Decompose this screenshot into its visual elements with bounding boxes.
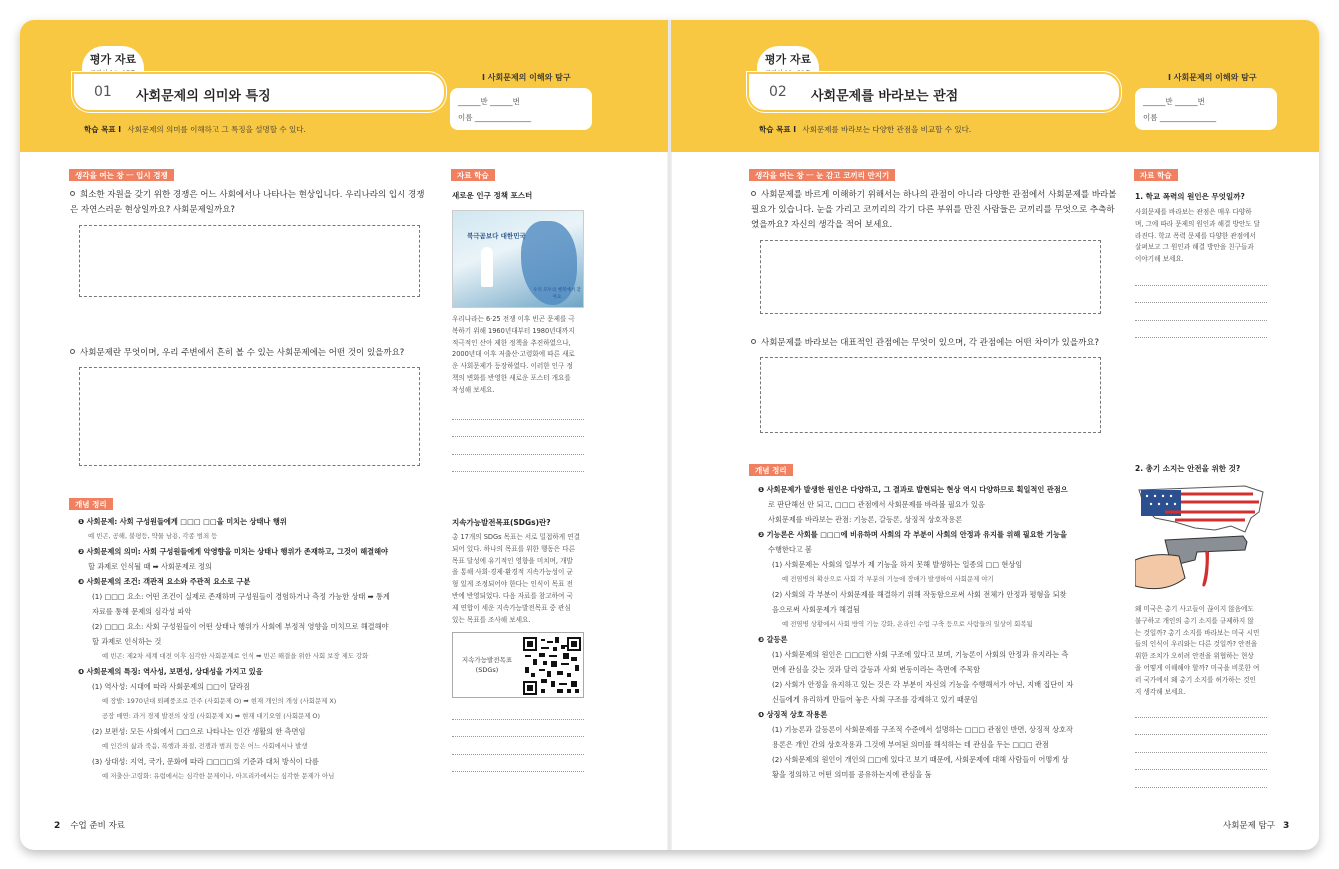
- side-text-line: 작성해 보세요.: [452, 385, 495, 394]
- qr-label: 지속가능발전목표 (SDGs): [461, 656, 513, 674]
- side-title-1: 새로운 인구 정책 포스터: [452, 191, 533, 200]
- left-header: [20, 20, 668, 152]
- side-text-line: 제 연합이 세운 지속가능발전목표 중 관심: [452, 603, 571, 612]
- left-page: [20, 20, 668, 850]
- side-text-line: 지 생각해 보세요.: [1135, 687, 1186, 696]
- side-text-1: [1135, 207, 1271, 266]
- concept-line: (1) 기능론과 갈등론이 사회문제를 구조적 수준에서 설명하는 □□□ 관점인 반면, 상징적 상호작: [772, 725, 1073, 734]
- concept-list: [78, 514, 438, 784]
- learning-goal: [759, 124, 971, 135]
- bullet-icon: [751, 339, 756, 344]
- concept-line: (1) 사회문제의 원인은 □□□한 사회 구조에 있다고 보며, 기능론이 사회의 안정과 유지라는 측: [772, 650, 1069, 659]
- concept-line: (2) □□□ 요소: 사회 구성원들이 어떤 상태나 행위가 사회에 부정적 영향을 미치므로 해결해야: [92, 622, 389, 631]
- right-footer: [1223, 819, 1289, 831]
- bullet-icon: [70, 349, 75, 354]
- eval-label: 평가 자료: [764, 53, 812, 66]
- concept-list: [758, 482, 1128, 782]
- side-text-line: 적극적인 산아 제한 정책을 추진하였으나,: [452, 338, 571, 347]
- bullet-icon: [751, 191, 756, 196]
- concept-line: 로 판단해선 안 되고, □□□ 관점에서 사회문제를 바라볼 필요가 있음: [768, 500, 985, 509]
- lesson-number: 01: [94, 84, 112, 100]
- concept-line: 황을 정의하고 어떤 의미를 공유하는지에 관심을 둠: [772, 770, 932, 779]
- concept-line: 할 과제로 인식하는 것: [92, 637, 162, 646]
- side-text-line: 을 어떻게 이해해야 할까? 미국을 비롯한 여: [1135, 663, 1260, 672]
- question-2: [70, 346, 430, 361]
- concept-line: 사회문제를 바라보는 관점: 기능론, 갈등론, 상징적 상호작용론: [768, 515, 963, 524]
- concept-line: 공장 매연: 과거 경제 발전의 상징 (사회문제 X) ➡ 현재 대기오염 (사회문제 O): [102, 712, 320, 720]
- side-tag: 자료 학습: [451, 169, 495, 181]
- unit-tag: Ⅰ 사회문제의 이해와 탐구: [1168, 73, 1257, 82]
- side-text-1: [452, 314, 587, 397]
- concept-line: 면에 관심을 갖는 것과 달리 갈등과 사회 변동이라는 측면에 주목함: [772, 665, 981, 674]
- goal-label: 학습 목표 Ⅰ: [84, 125, 121, 134]
- goal-label: 학습 목표 Ⅰ: [759, 125, 796, 134]
- concept-line: ❸ 사회문제의 조건: 객관적 요소와 주관적 요소로 구분: [78, 577, 251, 586]
- side-text-2: [1135, 604, 1271, 698]
- student-info-box: [1135, 88, 1277, 130]
- name-line: 이름 _______________: [1143, 113, 1217, 122]
- side-text-line: 는 것일까? 총기 소지를 바라보는 미국 시민: [1135, 628, 1260, 637]
- side-text-line: 며, 그에 따라 문제의 원인과 해결 방안도 달: [1135, 219, 1261, 228]
- concept-line: 예 인간의 삶과 죽음, 폭행과 좌절, 전쟁과 범죄 등은 어느 사회에서나 발생: [102, 742, 308, 750]
- side-text-line: 들의 인식이 우리와는 다른 것일까? 안전을: [1135, 640, 1258, 649]
- concept-line: (2) 보편성: 모든 사회에서 □□으로 나타나는 인간 생활의 한 측면임: [92, 727, 306, 736]
- side-text-line: 2000년대 이후 저출산·고령화에 따른 새로: [452, 350, 575, 359]
- right-header: [671, 20, 1319, 152]
- side-text-line: 있는 목표를 조사해 보세요.: [452, 615, 531, 624]
- side-text-line: 반에 반영되었다. 다음 자료를 참고하여 국: [452, 591, 573, 600]
- concept-line: 예 저출산·고령화: 유럽에서는 심각한 문제이나, 아프리카에서는 심각한 문제가 아님: [102, 772, 335, 780]
- poster-title: 북극곰보다 대한민국: [467, 232, 526, 240]
- goal-text: 사회문제를 바라보는 다양한 관점을 비교할 수 있다.: [802, 125, 972, 134]
- side-text-line: 되어 있다. 하나의 목표를 위한 행동은 다른: [452, 544, 575, 553]
- left-footer: [54, 819, 125, 831]
- concept-line: ❹ 상징적 상호 작용론: [758, 710, 828, 719]
- qr-box: [452, 632, 584, 698]
- unit-tag: Ⅰ 사회문제의 이해와 탐구: [482, 73, 571, 82]
- lesson-title-box: [747, 72, 1121, 112]
- concept-line: ❷ 기능론은 사회를 □□□에 비유하며 사회의 각 부분이 사회의 안정과 유지를 위해 필요한 기능을: [758, 530, 1067, 539]
- concept-line: 예 전염병 상황에서 사회 방역 기능 강화, 온라인 수업 구축 등으로 사람들의 일상이 회복됨: [782, 620, 1033, 628]
- footer-text: 사회문제 탐구: [1223, 821, 1275, 831]
- concept-line: 예 장발: 1970년대 퇴폐풍조로 간주 (사회문제 O) ➡ 현재 개인의 개성 (사회문제 X): [102, 697, 337, 705]
- answer-box-2[interactable]: [760, 357, 1101, 433]
- side-text-line: 사회문제를 바라보는 관점은 매우 다양하: [1135, 208, 1252, 216]
- section-tag-open: 생각을 여는 창 ㅡ 눈 감고 코끼리 만지기: [749, 169, 895, 181]
- poster-bottom-text: 우리 모두의 행복에서 찾아요: [533, 288, 581, 300]
- concept-line: 예 빈곤, 공해, 불평등, 약물 남용, 각종 범죄 등: [88, 532, 218, 540]
- eval-label: 평가 자료: [89, 53, 137, 66]
- side-title-2: 2. 총기 소지는 안전을 위한 것?: [1135, 464, 1241, 473]
- child-figure-icon: [481, 247, 493, 287]
- section-tag-concept: 개념 정리: [69, 498, 113, 510]
- concept-line: (1) 역사성: 시대에 따라 사회문제의 □□이 달라짐: [92, 682, 250, 691]
- concept-line: (3) 상대성: 지역, 국가, 문화에 따라 □□□□의 기준과 대처 방식이 다름: [92, 757, 319, 766]
- page-number: 3: [1282, 821, 1290, 831]
- section-tag-concept: 개념 정리: [749, 464, 793, 476]
- right-page: [671, 20, 1319, 850]
- concept-line: (1) □□□ 요소: 어떤 조건이 실제로 존재하며 구성원들이 경험하거나 측정 가능한 상태 ➡ 통계: [92, 592, 390, 601]
- concept-line: (2) 사회의 각 부분이 사회문제를 해결하기 위해 작동함으로써 사회 전체가 안정과 평형을 되찾: [772, 590, 1067, 599]
- side-text-line: 이야기해 보세요.: [1135, 255, 1184, 264]
- concept-line: 할 과제로 인식될 때 ➡ 사회문제로 정의: [88, 562, 212, 571]
- concept-line: (1) 사회문제는 사회의 일부가 제 기능을 하지 못해 발생하는 일종의 □□ 현상임: [772, 560, 1023, 569]
- gun-illustration-icon: [1135, 482, 1267, 594]
- concept-line: ❹ 사회문제의 특징: 역사성, 보편성, 상대성을 가지고 있음: [78, 667, 263, 676]
- lesson-title-box: [72, 72, 446, 112]
- side-text-line: 위한 조치가 오히려 안전을 위협하는 현상: [1135, 652, 1254, 661]
- concept-line: (2) 사회가 안정을 유지하고 있는 것은 각 부분이 자신의 기능을 수행해서가 아닌, 지배 집단이 자: [772, 680, 1074, 689]
- writing-lines-2[interactable]: [1135, 700, 1267, 788]
- concept-line: ❶ 사회문제가 발생한 원인은 다양하고, 그 결과로 발현되는 현상 역시 다양하므로 획일적인 관점으: [758, 485, 1068, 494]
- textbook-spread: [20, 20, 1319, 850]
- learning-goal: [84, 124, 306, 135]
- concept-line: ❸ 갈등론: [758, 635, 788, 644]
- side-text-line: 왜 미국은 총기 사고들이 끊이지 않음에도: [1135, 605, 1254, 613]
- goal-text: 사회문제의 의미를 이해하고 그 특징을 설명할 수 있다.: [127, 125, 306, 134]
- concept-line: 신들에게 유리하게 만들어 놓은 사회 구조를 강제하고 있기 때문임: [772, 695, 978, 704]
- side-text-line: 우리나라는 6·25 전쟁 이후 빈곤 문제를 극: [452, 315, 575, 323]
- question-1: [751, 188, 1121, 233]
- answer-box-2[interactable]: [79, 367, 420, 466]
- side-text-line: 총 17개의 SDGs 목표는 서로 밀접하게 연결: [452, 533, 580, 541]
- footer-text: 수업 준비 자료: [70, 821, 125, 831]
- concept-line: (2) 사회문제의 원인이 개인의 □□에 있다고 보기 때문에, 사회문제에 대해 사람들이 어떻게 상: [772, 755, 1069, 764]
- student-info-box: [450, 88, 592, 130]
- qr-code-icon[interactable]: [523, 637, 581, 695]
- side-text-2: [452, 532, 587, 626]
- page-number: 2: [54, 821, 61, 831]
- side-text-line: 불구하고 개인의 총기 소지를 규제하지 않: [1135, 616, 1254, 625]
- side-text-line: 목표 달성에 유기적인 영향을 미치며, 개발: [452, 556, 573, 565]
- writing-lines-2[interactable]: [452, 702, 584, 772]
- question-2-text: 사회문제란 무엇이며, 우리 주변에서 흔히 볼 수 있는 사회문제에는 어떤 것이 있을까요?: [80, 348, 405, 358]
- concept-line: 용론은 개인 간의 상호작용과 그것에 부여된 의미를 해석하는 데 관심을 두는 □□□ 관점: [772, 740, 1049, 749]
- section-tag-open: 생각을 여는 창 ㅡ 입시 경쟁: [69, 169, 174, 181]
- class-number-line: ______반 ______번: [458, 97, 520, 106]
- question-1-text: 희소한 자원을 갖기 위한 경쟁은 어느 사회에서나 나타나는 현상입니다. 우리나라의 입시 경쟁은 자연스러운 현상일까요? 사회문제일까요?: [70, 190, 425, 215]
- writing-lines-1[interactable]: [1135, 268, 1267, 338]
- name-line: 이름 _______________: [458, 113, 532, 122]
- side-text-line: 러 국가에서 왜 총기 소지를 허가하는 것인: [1135, 675, 1256, 684]
- concept-line: 예 전염병의 확산으로 사회 각 부분의 기능에 장애가 발생하여 사회문제 야기: [782, 575, 994, 583]
- bullet-icon: [70, 191, 75, 196]
- answer-box-1[interactable]: [760, 240, 1101, 314]
- population-poster: [452, 210, 584, 308]
- side-text-line: 을 통해 사회·경제·환경적 지속가능성이 균: [452, 568, 573, 577]
- side-text-line: 책의 변화를 반영한 새로운 포스터 개요를: [452, 373, 571, 382]
- question-2: [751, 336, 1121, 351]
- side-text-line: 라진다. 학교 폭력 문제를 다양한 관점에서: [1135, 231, 1256, 240]
- lesson-number: 02: [769, 84, 787, 100]
- concept-line: 자료를 통해 문제의 심각성 파악: [92, 607, 192, 616]
- writing-lines-1[interactable]: [452, 402, 584, 472]
- concept-line: 음으로써 사회문제가 해결됨: [772, 605, 860, 614]
- lesson-title: 사회문제를 바라보는 관점: [811, 89, 959, 104]
- side-title-2: 지속가능발전목표(SDGs)란?: [452, 518, 551, 527]
- concept-line: 수행한다고 봄: [768, 545, 812, 554]
- lesson-title: 사회문제의 의미와 특징: [136, 89, 271, 104]
- class-number-line: ______반 ______번: [1143, 97, 1205, 106]
- side-text-line: 살펴보고 그 원인과 해결 방안을 친구들과: [1135, 243, 1254, 252]
- question-2-text: 사회문제를 바라보는 대표적인 관점에는 무엇이 있으며, 각 관점에는 어떤 차이가 있을까요?: [761, 338, 1100, 348]
- concept-line: 예 빈곤: 제2차 세계 대전 이후 심각한 사회문제로 인식 ➡ 빈곤 해결을 위한 사회 보장 제도 강화: [102, 652, 369, 660]
- concept-line: ❶ 사회문제: 사회 구성원들에게 □□□ □□을 미치는 상태나 행위: [78, 517, 287, 526]
- question-1-text: 사회문제를 바르게 이해하기 위해서는 하나의 관점이 아니라 다양한 관점에서 사회문제를 바라볼 필요가 있습니다. 눈을 가리고 코끼리의 각기 다른 부위를 만진 사람들은 코끼리를 무엇으로 추측하였을까요? 자신의 생각을 적어 보세요.: [751, 190, 1117, 230]
- side-text-line: 복하기 위해 1960년대부터 1980년대까지: [452, 326, 575, 335]
- side-tag: 자료 학습: [1134, 169, 1178, 181]
- answer-box-1[interactable]: [79, 225, 420, 297]
- side-text-line: 운 사회문제가 등장하였다. 이러한 인구 정: [452, 362, 573, 371]
- question-1: [70, 188, 430, 218]
- side-text-line: 형 있게 조정되어야 한다는 인식이 목표 전: [452, 580, 573, 589]
- side-title-1: 1. 학교 폭력의 원인은 무엇일까?: [1135, 192, 1245, 201]
- concept-line: ❷ 사회문제의 의미: 사회 구성원들에게 악영향을 미치는 상태나 행위가 존재하고, 그것이 해결해야: [78, 547, 389, 556]
